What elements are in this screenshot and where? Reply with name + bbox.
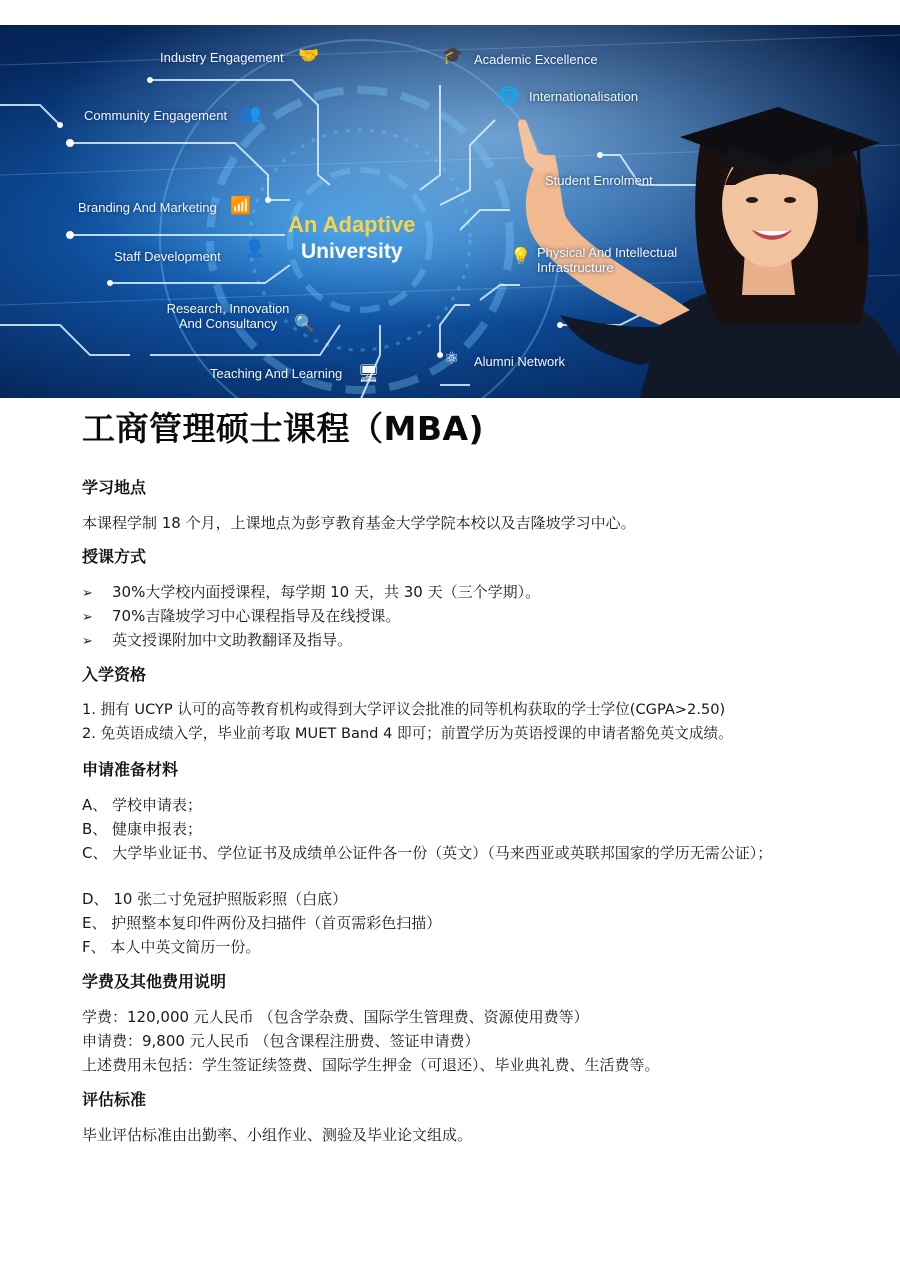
node-student-enrolment: Student Enrolment xyxy=(545,173,653,188)
list-item xyxy=(82,580,540,606)
network-icon: ⚛ xyxy=(444,349,460,369)
section-heading-location: 学习地点 xyxy=(82,478,147,497)
lightbulb-icon: 💡 xyxy=(510,247,532,267)
admission-item-1: 1. 拥有 UCYP 认可的高等教育机构或得到大学评议会批准的同等机构获取的学士学位(CGPA>2.50) xyxy=(82,701,726,718)
graduation-cap-icon: 🎓 xyxy=(442,46,464,66)
banner-title-line2: University xyxy=(300,240,403,263)
node-industry-engagement: Industry Engagement xyxy=(160,50,284,65)
banner-center-title xyxy=(288,211,416,265)
node-internationalisation: Internationalisation xyxy=(529,89,639,104)
board-icon: 🖥 xyxy=(358,364,380,384)
materials-item-a: A、 学校申请表； xyxy=(82,796,203,814)
list-item xyxy=(82,604,400,630)
section-heading-admission: 入学资格 xyxy=(82,665,147,684)
section-heading-teaching: 授课方式 xyxy=(82,547,147,566)
node-branding-marketing: Branding And Marketing xyxy=(78,200,217,215)
node-alumni-network: Alumni Network xyxy=(474,354,566,369)
list-item xyxy=(82,628,352,654)
people-icon: 👥 xyxy=(240,104,262,124)
fees-exclusions: 上述费用未包括：学生签证续签费、国际学生押金（可退还）、毕业典礼费、生活费等。 xyxy=(82,1056,660,1074)
node-research-innovation: Research, Innovation And Consultancy xyxy=(166,301,290,331)
materials-item-c: C、 大学毕业证书、学位证书及成绩单公证件各一份（英文）（马来西亚或英联邦国家的学历无需公证）； xyxy=(82,844,773,862)
node-community-engagement: Community Engagement xyxy=(84,108,228,123)
teaching-item-3: 英文授课附加中文助教翻译及指导。 xyxy=(112,631,353,649)
header-banner xyxy=(0,25,900,398)
page-title: 工商管理硕士课程（MBA) xyxy=(82,409,485,448)
materials-item-b: B、 健康申报表； xyxy=(82,820,203,838)
section-heading-assessment: 评估标准 xyxy=(82,1090,147,1109)
magnifier-icon: 🔍 xyxy=(294,314,316,334)
section-heading-fees: 学费及其他费用说明 xyxy=(82,972,227,991)
banner-title-line1: An Adaptive xyxy=(288,212,416,237)
arrow-bullet-icon: ➢ xyxy=(82,610,93,625)
handshake-icon: 🤝 xyxy=(298,46,320,66)
node-staff-development: Staff Development xyxy=(114,249,221,264)
fees-application: 申请费：9,800 元人民币 （包含课程注册费、签证申请费） xyxy=(82,1032,480,1050)
location-text: 本课程学制 18 个月，上课地点为彭亨教育基金大学学院本校以及吉隆坡学习中心。 xyxy=(82,514,636,532)
materials-item-d: D、 10 张二寸免冠护照版彩照（白底） xyxy=(82,890,348,908)
materials-item-f: F、 本人中英文简历一份。 xyxy=(82,938,261,956)
materials-item-e: E、 护照整本复印件两份及扫描件（首页需彩色扫描） xyxy=(82,914,442,932)
node-academic-excellence: Academic Excellence xyxy=(474,52,598,67)
teaching-item-2: 70%吉隆坡学习中心课程指导及在线授课。 xyxy=(112,607,401,625)
section-heading-materials: 申请准备材料 xyxy=(82,760,179,779)
fees-tuition: 学费：120,000 元人民币 （包含学杂费、国际学生管理费、资源使用费等） xyxy=(82,1008,589,1026)
admission-item-2: 2. 免英语成绩入学，毕业前考取 MUET Band 4 即可；前置学历为英语授课的申请者豁免英文成绩。 xyxy=(82,725,733,742)
node-teaching-learning: Teaching And Learning xyxy=(210,366,343,381)
globe-icon: 🌐 xyxy=(498,86,520,106)
arrow-bullet-icon: ➢ xyxy=(82,586,93,601)
teaching-item-1: 30%大学校内面授课程，每学期 10 天，共 30 天（三个学期）。 xyxy=(112,583,541,601)
assessment-text: 毕业评估标准由出勤率、小组作业、测验及毕业论文组成。 xyxy=(82,1126,473,1144)
node-physical-infrastructure: Physical And Intellectual Infrastructure xyxy=(537,245,678,275)
staff-icon: 👤 xyxy=(244,239,266,259)
arrow-bullet-icon: ➢ xyxy=(82,634,93,649)
bar-chart-icon: 📶 xyxy=(230,196,252,216)
